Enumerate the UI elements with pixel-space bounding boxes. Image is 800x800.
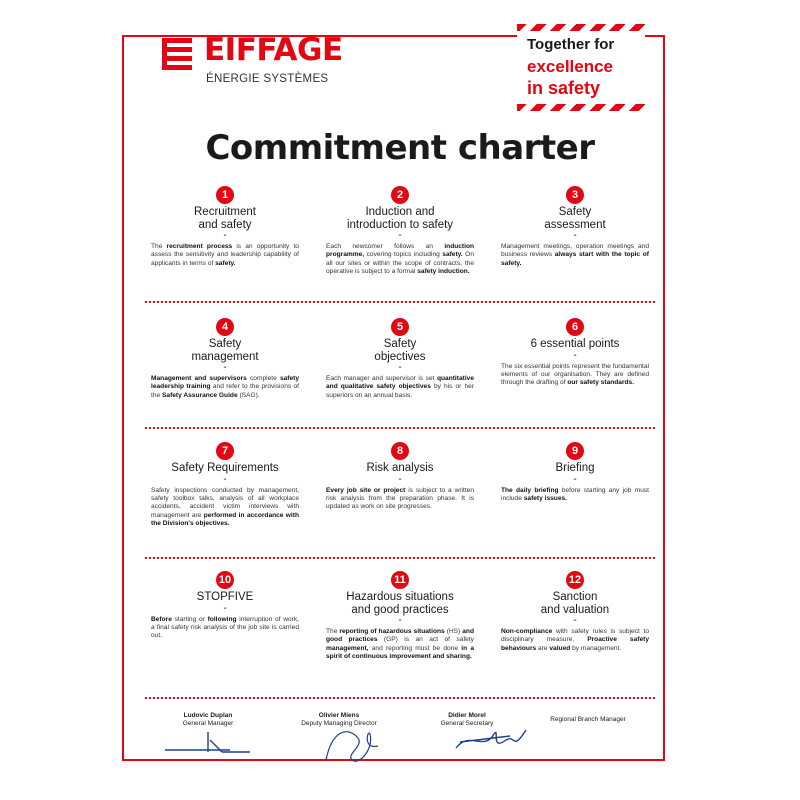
row-separator [145,301,655,303]
signatory-name: Olivier Miens [318,712,360,719]
hazard-stripe-top [517,24,645,31]
item-description: The daily briefing before starting any job must include safety issues. [501,486,650,502]
handwritten-signature-2 [318,720,388,768]
item-number: 7 [216,442,234,460]
charter-item-11 [326,571,474,662]
item-dash: - [223,230,227,241]
item-title: Risk analysis [366,462,434,474]
charter-item-8 [326,442,474,512]
charter-item-1 [151,186,299,268]
item-description: The recruitment process is an opportunity to assess the sensitivity and leadership capability of applicants in terms of safety. [151,243,299,267]
item-title: Briefing [555,462,595,474]
item-title [326,591,474,616]
item-title-line: assessment [544,218,606,231]
charter-item-4 [151,318,299,400]
row-separator [145,697,655,699]
item-dash: - [573,473,577,485]
item-dash: - [573,230,577,241]
item-number: 8 [391,442,409,460]
item-description: The reporting of hazardous situations (HS) and good practices (GP) is an act of safety management, and reporting must be done in a spirit of continuous improvement and sharing. [326,628,475,661]
item-number: 1 [216,186,234,204]
item-title [326,206,474,231]
signature-block-1 [153,712,263,728]
charter-item-3 [501,186,649,268]
item-number: 4 [216,318,234,336]
charter-item-9 [501,442,649,503]
signatory-role: Regional Branch Manager [550,716,626,723]
item-title-line: Recruitment [194,206,256,218]
charter-item-10 [151,571,299,641]
item-dash: - [398,362,402,373]
eiffage-logo-icon [160,36,194,74]
tagline-line3: in safety [527,78,601,98]
handwritten-signature-3 [450,722,530,758]
item-title-line: Hazardous situations [346,591,454,603]
item-dash: - [398,230,402,241]
signature-block-4 [533,716,643,724]
item-title-line: Safety [208,338,242,350]
tagline-line2: excellence [527,57,614,76]
item-title-line: and safety [198,218,252,231]
signatory-name: Didier Morel [448,712,486,719]
signatory-role: General Secretary [440,720,494,727]
item-title-line: Safety [558,206,592,218]
charter-item-2 [326,186,474,277]
charter-item-7 [151,442,299,529]
item-description: Safety inspections conducted by management, safety toolbox talks, analysis of all workplace accidents, accident victim interviews with management are performed in accordance with the Division's objectives. [151,486,299,528]
item-description: Non-compliance with safety rules is subject to disciplinary measure. Proactive safety behaviours are valued by management. [501,628,649,652]
tagline-box [517,24,645,112]
item-title-line: objectives [374,350,426,363]
item-title [501,206,649,231]
signatory-role: General Manager [182,720,234,727]
charter-item-5 [326,318,474,400]
tagline-line1: Together for [527,36,615,53]
item-number: 2 [391,186,409,204]
page-title: Commitment charter [205,128,595,168]
item-description: Every job site or project is subject to a written risk analysis from the preparation phase. It is updated as work on site progresses. [326,486,474,511]
item-title [326,338,474,363]
item-number: 6 [566,318,584,336]
item-title-line: and good practices [351,603,449,616]
signatory-name: Ludovic Duplan [183,712,233,719]
item-dash: - [223,362,227,373]
eiffage-logo [160,30,360,88]
item-description: Each manager and supervisor is set quantitative and qualitative safety objectives by his or her superiors on an annual basis. [326,375,474,399]
signatory-role: Deputy Managing Director [301,720,377,727]
item-title: STOPFIVE [196,591,254,603]
hazard-stripe-bottom [517,104,645,111]
item-title: 6 essential points [530,338,620,350]
item-number: 9 [566,442,584,460]
item-number: 5 [391,318,409,336]
charter-item-12 [501,571,649,653]
item-title-line: Induction and [365,206,435,218]
item-title [151,206,299,231]
item-dash: - [398,615,402,626]
item-title [501,591,649,616]
item-description: Management meetings, operation meetings and business reviews always start with the topic of safety. [501,243,649,267]
item-title-line: Safety [383,338,417,350]
item-description: Management and supervisors complete safety leadership training and refer to the provisions of the Safety Assurance Guide (SAG). [151,375,299,399]
charter-item-6 [501,318,649,388]
item-number: 12 [566,571,584,589]
brand-name: EIFFAGE [204,32,343,68]
item-dash: - [573,615,577,626]
item-title [151,338,299,363]
item-description: Before starting or following interruption of work, a final safety risk analysis of the job site is carried out. [151,615,299,640]
item-dash: - [223,602,227,614]
item-title-line: Sanction [552,591,598,603]
item-number: 3 [566,186,584,204]
row-separator [145,427,655,429]
handwritten-signature-1 [160,728,260,758]
item-dash: - [223,473,227,485]
row-separator [145,557,655,559]
item-description: The six essential points represent the fundamental elements of our organisation. They are defined through the drafting of our safety standards. [501,362,649,387]
brand-subtitle: ÉNERGIE SYSTÈMES [206,73,329,85]
item-title-line: introduction to safety [346,218,454,231]
item-title: Safety Requirements [171,462,279,474]
item-number: 11 [391,571,409,589]
item-title-line: and valuation [540,603,610,616]
item-description: Each newcomer follows an induction programme, covering topics including safety. On all our sites or within the scope of contracts, the operative is subject to a formal safety induction. [326,243,474,276]
item-dash: - [573,349,577,361]
item-title-line: management [191,350,259,363]
item-number: 10 [216,571,234,589]
item-dash: - [398,473,402,485]
